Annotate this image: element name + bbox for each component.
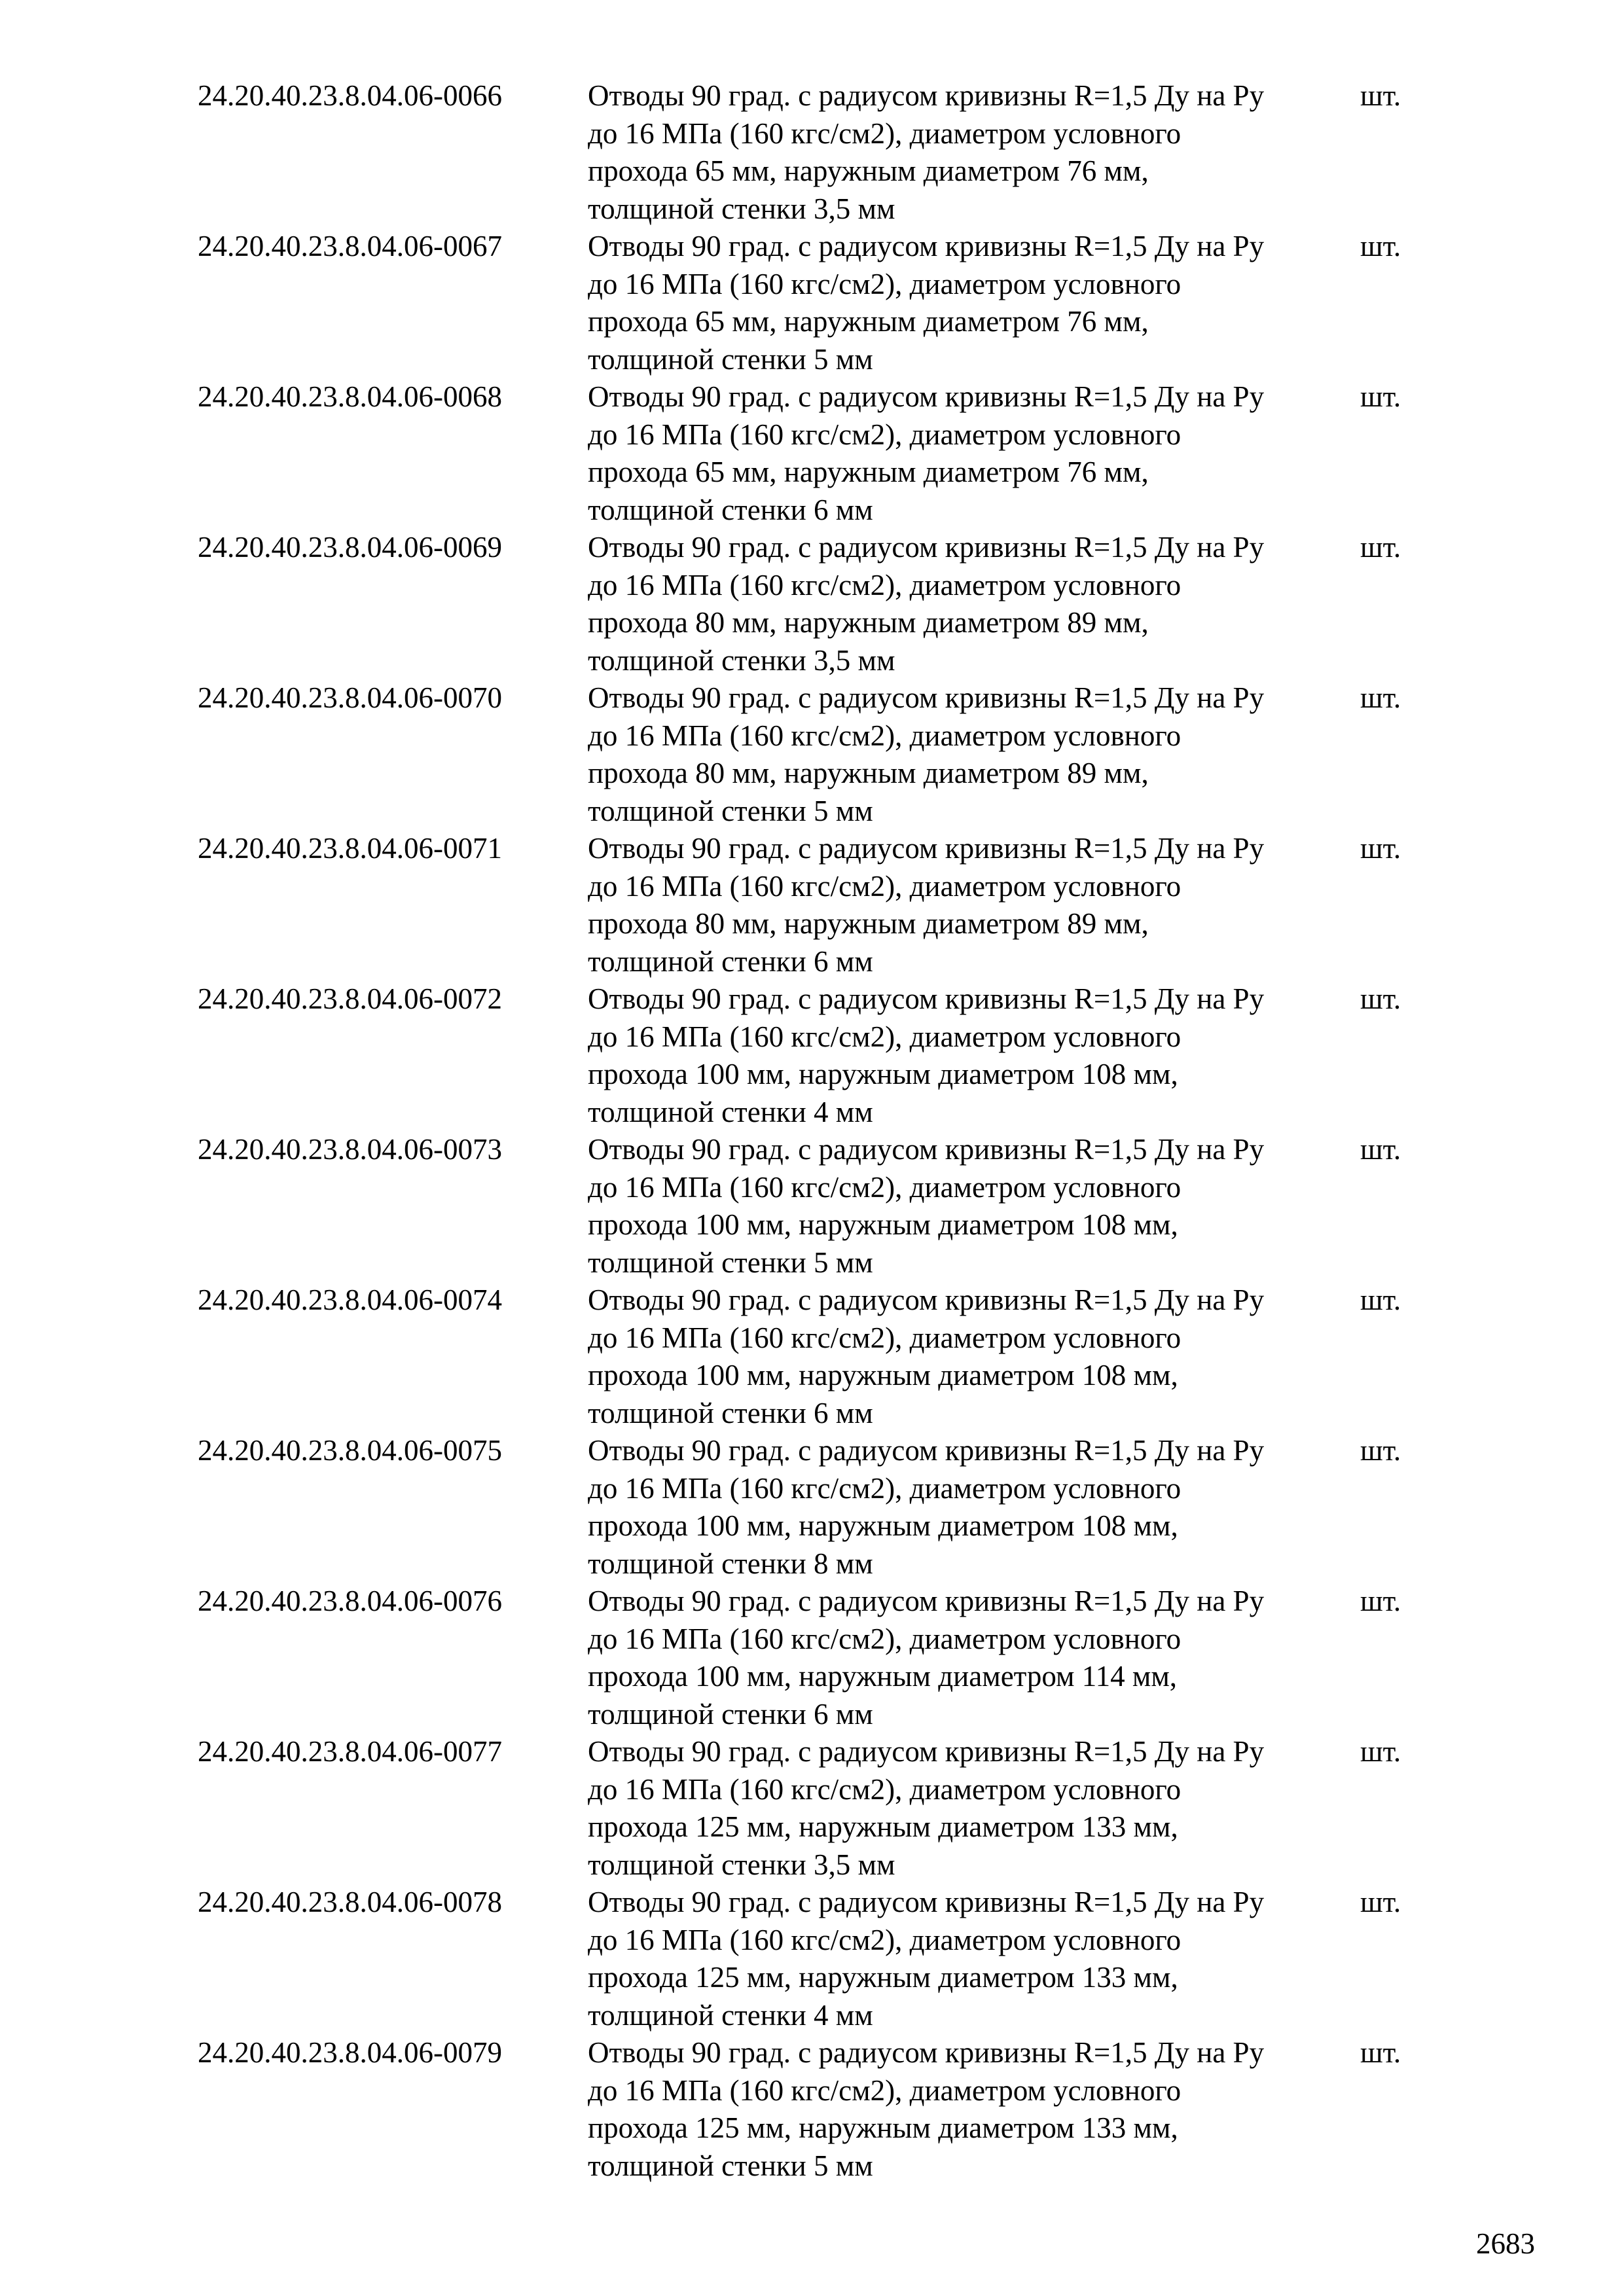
row-code: 24.20.40.23.8.04.06-0079: [198, 2036, 502, 2069]
description-line: Отводы 90 град. с радиусом кривизны R=1,5 Ду на Ру: [588, 1735, 1265, 1768]
row-code: 24.20.40.23.8.04.06-0072: [198, 982, 502, 1015]
description-line: Отводы 90 град. с радиусом кривизны R=1,5 Ду на Ру: [588, 1283, 1265, 1316]
description-line: толщиной стенки 5 мм: [588, 342, 873, 376]
description-line: толщиной стенки 6 мм: [588, 1396, 873, 1429]
description-line: толщиной стенки 6 мм: [588, 1697, 873, 1731]
row-code: 24.20.40.23.8.04.06-0067: [198, 230, 502, 262]
description-line: Отводы 90 град. с радиусом кривизны R=1,5 Ду на Ру: [588, 681, 1265, 714]
description-line: Отводы 90 град. с радиусом кривизны R=1,5 Ду на Ру: [588, 2036, 1265, 2069]
description-line: Отводы 90 град. с радиусом кривизны R=1,5 Ду на Ру: [588, 832, 1265, 865]
description-line: до 16 МПа (160 кгс/см2), диаметром условного: [588, 1020, 1182, 1053]
table-row: [198, 1884, 1441, 2034]
description-line: толщиной стенки 3,5 мм: [588, 1848, 895, 1881]
description-line: Отводы 90 град. с радиусом кривизны R=1,5 Ду на Ру: [588, 380, 1265, 413]
row-code: 24.20.40.23.8.04.06-0071: [198, 832, 502, 865]
row-unit: шт.: [1360, 1585, 1401, 1617]
table-row: [198, 529, 1441, 679]
description-line: прохода 100 мм, наружным диаметром 108 мм,: [588, 1509, 1178, 1542]
row-code: 24.20.40.23.8.04.06-0078: [198, 1886, 502, 1918]
row-description: [588, 1884, 1360, 2034]
table-row: [198, 77, 1441, 228]
description-line: Отводы 90 град. с радиусом кривизны R=1,5 Ду на Ру: [588, 79, 1265, 112]
row-unit: шт.: [1360, 230, 1401, 262]
row-description: [588, 378, 1360, 529]
description-line: Отводы 90 град. с радиусом кривизны R=1,5 Ду на Ру: [588, 982, 1265, 1015]
row-description: [588, 1583, 1360, 1733]
description-line: толщиной стенки 6 мм: [588, 493, 873, 526]
table-row: [198, 1583, 1441, 1733]
description-line: до 16 МПа (160 кгс/см2), диаметром условного: [588, 267, 1182, 300]
row-code: 24.20.40.23.8.04.06-0073: [198, 1133, 502, 1166]
row-description: [588, 679, 1360, 830]
description-line: до 16 МПа (160 кгс/см2), диаметром условного: [588, 1772, 1182, 1806]
description-line: прохода 80 мм, наружным диаметром 89 мм,: [588, 606, 1149, 639]
table-row: [198, 830, 1441, 980]
row-description: [588, 1282, 1360, 1432]
row-description: [588, 529, 1360, 679]
row-description: [588, 1432, 1360, 1583]
description-line: толщиной стенки 3,5 мм: [588, 643, 895, 677]
row-code: 24.20.40.23.8.04.06-0070: [198, 681, 502, 714]
row-description: [588, 228, 1360, 378]
row-unit: шт.: [1360, 1886, 1401, 1918]
row-unit: шт.: [1360, 1735, 1401, 1768]
row-unit: шт.: [1360, 2036, 1401, 2069]
description-line: прохода 65 мм, наружным диаметром 76 мм,: [588, 154, 1149, 187]
description-line: толщиной стенки 6 мм: [588, 944, 873, 978]
description-line: прохода 125 мм, наружным диаметром 133 мм,: [588, 1810, 1178, 1843]
description-line: до 16 МПа (160 кгс/см2), диаметром условного: [588, 1170, 1182, 1204]
row-code: 24.20.40.23.8.04.06-0066: [198, 79, 502, 112]
table-row: [198, 2034, 1441, 2185]
description-line: прохода 125 мм, наружным диаметром 133 мм,: [588, 2111, 1178, 2144]
description-line: до 16 МПа (160 кгс/см2), диаметром условного: [588, 1923, 1182, 1956]
row-unit: шт.: [1360, 380, 1401, 413]
description-line: толщиной стенки 4 мм: [588, 1998, 873, 2032]
table-row: [198, 1131, 1441, 1282]
description-line: до 16 МПа (160 кгс/см2), диаметром условного: [588, 869, 1182, 903]
description-line: прохода 100 мм, наружным диаметром 114 мм,: [588, 1660, 1178, 1693]
row-description: [588, 1131, 1360, 1282]
row-description: [588, 1733, 1360, 1884]
table-row: [198, 1282, 1441, 1432]
row-unit: шт.: [1360, 531, 1401, 564]
row-unit: шт.: [1360, 1283, 1401, 1316]
row-unit: шт.: [1360, 832, 1401, 865]
row-description: [588, 77, 1360, 228]
row-code: 24.20.40.23.8.04.06-0075: [198, 1434, 502, 1467]
description-line: до 16 МПа (160 кгс/см2), диаметром условного: [588, 1471, 1182, 1505]
row-code: 24.20.40.23.8.04.06-0076: [198, 1585, 502, 1617]
table-row: [198, 1432, 1441, 1583]
table-row: [198, 378, 1441, 529]
description-line: Отводы 90 град. с радиусом кривизны R=1,5 Ду на Ру: [588, 1585, 1265, 1617]
row-code: 24.20.40.23.8.04.06-0077: [198, 1735, 502, 1768]
table-row: [198, 679, 1441, 830]
description-line: Отводы 90 град. с радиусом кривизны R=1,5 Ду на Ру: [588, 1434, 1265, 1467]
row-unit: шт.: [1360, 982, 1401, 1015]
description-line: Отводы 90 град. с радиусом кривизны R=1,5 Ду на Ру: [588, 531, 1265, 564]
description-line: до 16 МПа (160 кгс/см2), диаметром условного: [588, 117, 1182, 150]
row-code: 24.20.40.23.8.04.06-0068: [198, 380, 502, 413]
description-line: прохода 80 мм, наружным диаметром 89 мм,: [588, 757, 1149, 789]
description-line: толщиной стенки 3,5 мм: [588, 192, 895, 225]
description-line: прохода 125 мм, наружным диаметром 133 мм,: [588, 1961, 1178, 1994]
description-line: прохода 100 мм, наружным диаметром 108 мм,: [588, 1208, 1178, 1241]
row-unit: шт.: [1360, 1434, 1401, 1467]
description-line: толщиной стенки 8 мм: [588, 1547, 873, 1580]
catalog-table: [198, 77, 1441, 2185]
description-line: толщиной стенки 5 мм: [588, 2149, 873, 2182]
table-row: [198, 1733, 1441, 1884]
table-row: [198, 980, 1441, 1131]
description-line: прохода 80 мм, наружным диаметром 89 мм,: [588, 907, 1149, 940]
description-line: толщиной стенки 5 мм: [588, 1246, 873, 1279]
row-code: 24.20.40.23.8.04.06-0069: [198, 531, 502, 564]
description-line: Отводы 90 град. с радиусом кривизны R=1,5 Ду на Ру: [588, 1886, 1265, 1918]
description-line: до 16 МПа (160 кгс/см2), диаметром условного: [588, 1321, 1182, 1354]
description-line: до 16 МПа (160 кгс/см2), диаметром условного: [588, 418, 1182, 451]
description-line: толщиной стенки 4 мм: [588, 1095, 873, 1128]
description-line: Отводы 90 град. с радиусом кривизны R=1,5 Ду на Ру: [588, 230, 1265, 262]
row-unit: шт.: [1360, 79, 1401, 112]
row-description: [588, 830, 1360, 980]
description-line: Отводы 90 град. с радиусом кривизны R=1,5 Ду на Ру: [588, 1133, 1265, 1166]
description-line: прохода 65 мм, наружным диаметром 76 мм,: [588, 456, 1149, 488]
row-code: 24.20.40.23.8.04.06-0074: [198, 1283, 502, 1316]
description-line: прохода 100 мм, наружным диаметром 108 мм,: [588, 1359, 1178, 1391]
table-row: [198, 228, 1441, 378]
row-description: [588, 2034, 1360, 2185]
row-unit: шт.: [1360, 681, 1401, 714]
description-line: до 16 МПа (160 кгс/см2), диаметром условного: [588, 568, 1182, 601]
description-line: прохода 100 мм, наружным диаметром 108 мм,: [588, 1058, 1178, 1090]
description-line: толщиной стенки 5 мм: [588, 794, 873, 827]
row-description: [588, 980, 1360, 1131]
description-line: до 16 МПа (160 кгс/см2), диаметром условного: [588, 1622, 1182, 1655]
description-line: прохода 65 мм, наружным диаметром 76 мм,: [588, 305, 1149, 338]
description-line: до 16 МПа (160 кгс/см2), диаметром условного: [588, 2073, 1182, 2107]
page-number: 2683: [1476, 2227, 1535, 2260]
description-line: до 16 МПа (160 кгс/см2), диаметром условного: [588, 719, 1182, 752]
row-unit: шт.: [1360, 1133, 1401, 1166]
